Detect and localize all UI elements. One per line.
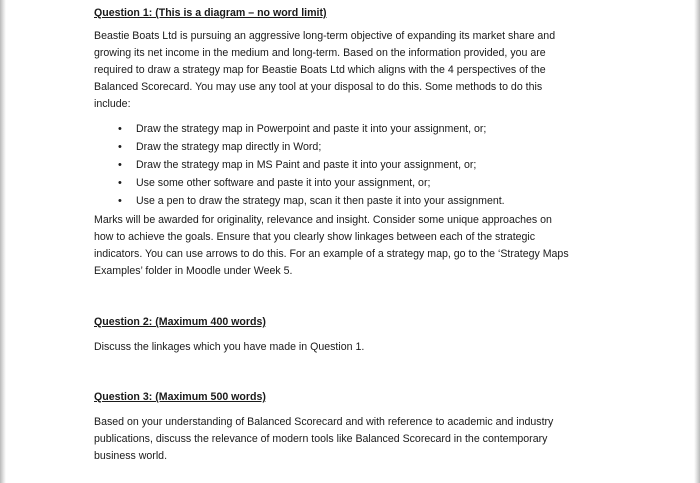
question-1-heading: Question 1: (This is a diagram – no word limit) [94, 7, 327, 19]
marks-line: Examples’ folder in Moodle under Week 5. [94, 265, 293, 277]
intro-line: Beastie Boats Ltd is pursuing an aggressive long-term objective of expanding its market share and [94, 30, 556, 42]
bullet-icon: • [118, 141, 122, 153]
method-text: Draw the strategy map in MS Paint and paste it into your assignment, or; [136, 159, 477, 171]
intro-line: growing its net income in the medium and long-term. Based on the information provided, you are [94, 47, 546, 59]
question-1-marks [94, 212, 614, 280]
question-2-body [94, 339, 614, 356]
marks-line: Marks will be awarded for originality, relevance and insight. Consider some unique approaches on [94, 214, 552, 226]
question-3-heading: Question 3: (Maximum 500 words) [94, 391, 266, 403]
question-2-heading-wrap [94, 314, 266, 331]
marks-line: indicators. You can use arrows to do this. For an example of a strategy map, go to the ‘Strategy Maps [94, 248, 569, 260]
question-1-heading-wrap [94, 5, 327, 22]
method-text: Use a pen to draw the strategy map, scan it then paste it into your assignment. [136, 195, 505, 207]
method-text: Draw the strategy map directly in Word; [136, 141, 322, 153]
method-text: Use some other software and paste it into your assignment, or; [136, 177, 431, 189]
bullet-icon: • [118, 177, 122, 189]
method-list-item [118, 174, 614, 192]
method-list-item [118, 120, 614, 138]
bullet-icon: • [118, 195, 122, 207]
bullet-icon: • [118, 159, 122, 171]
question-3-body [94, 414, 614, 465]
method-list-item [118, 156, 614, 174]
bullet-icon: • [118, 123, 122, 135]
method-list-wrap [94, 120, 614, 210]
method-text: Draw the strategy map in Powerpoint and paste it into your assignment, or; [136, 123, 487, 135]
question-3-heading-wrap [94, 389, 266, 406]
question-3-line: business world. [94, 450, 168, 462]
intro-line: required to draw a strategy map for Beastie Boats Ltd which aligns with the 4 perspectives of the [94, 64, 546, 76]
question-1-intro [94, 28, 614, 113]
question-2-heading: Question 2: (Maximum 400 words) [94, 316, 266, 328]
method-list-item [118, 192, 614, 210]
method-list [94, 120, 614, 210]
intro-line: include: [94, 98, 131, 110]
right-page-edge [694, 0, 700, 483]
question-3-line: Based on your understanding of Balanced Scorecard and with reference to academic and industry [94, 416, 554, 428]
question-3-line: publications, discuss the relevance of modern tools like Balanced Scorecard in the contemporary [94, 433, 548, 445]
question-2-line: Discuss the linkages which you have made in Question 1. [94, 341, 365, 353]
left-page-edge [0, 0, 6, 483]
marks-line: how to achieve the goals. Ensure that you clearly show linkages between each of the strategic [94, 231, 536, 243]
method-list-item [118, 138, 614, 156]
intro-line: Balanced Scorecard. You may use any tool at your disposal to do this. Some methods to do this [94, 81, 543, 93]
